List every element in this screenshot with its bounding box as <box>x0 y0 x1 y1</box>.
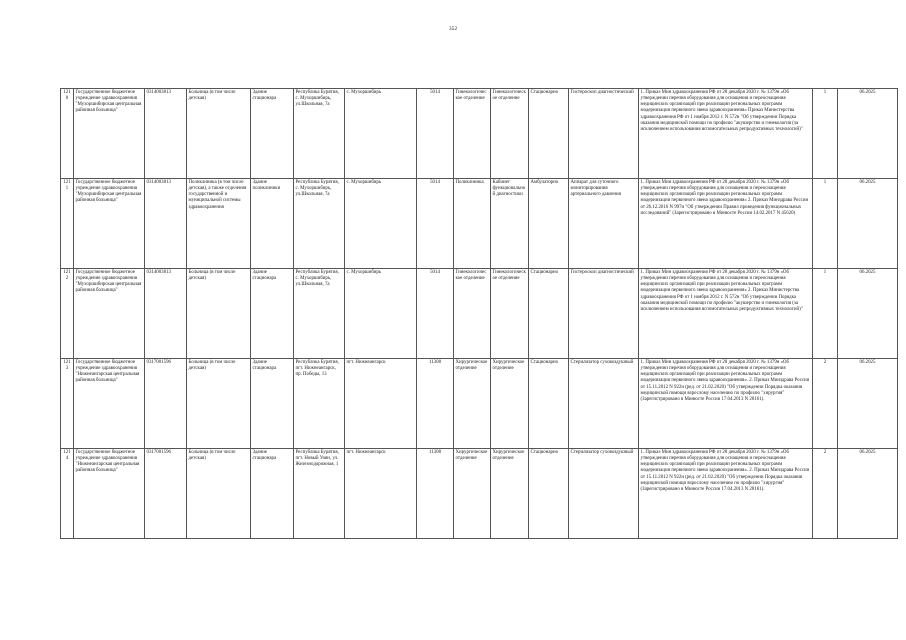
cell-building: Здание стационара <box>251 89 294 179</box>
cell-department: Поликлиника <box>454 179 491 269</box>
cell-row-number: 1212 <box>61 269 74 359</box>
table-row <box>61 449 898 539</box>
cell-locality: с. Мухоршибирь <box>345 89 417 179</box>
cell-facility-type: Больница (в том числе детская) <box>187 449 251 539</box>
cell-postal-code: 11308 <box>417 449 454 539</box>
cell-equipment: Стерилизатор суховоздушный <box>569 449 639 539</box>
cell-address: Республика Бурятия, с. Мухоршибирь, ул.Школьная, 7а <box>294 179 345 269</box>
cell-organization: Государственное бюджетное учреждение здравоохранения "Нижнеангарская центральная районная больница" <box>74 359 145 449</box>
cell-facility-type: Больница (в том числе детская) <box>187 269 251 359</box>
cell-date: 06.2025 <box>838 179 898 269</box>
cell-address: Республика Бурятия, пгт. Нижнеангарск, пр. Победы, 13 <box>294 359 345 449</box>
cell-postal-code: 5014 <box>417 179 454 269</box>
table-row <box>61 359 898 449</box>
cell-quantity: 1 <box>813 179 838 269</box>
cell-department: Хирургическое отделение <box>454 359 491 449</box>
cell-postal-code: 5014 <box>417 269 454 359</box>
cell-building: Здание стационара <box>251 449 294 539</box>
cell-equipment: Гистероскоп диагностический <box>569 89 639 179</box>
cell-address: Республика Бурятия, с. Мухоршибирь, ул.Школьная, 7а <box>294 269 345 359</box>
cell-department: Хирургическое отделение <box>454 449 491 539</box>
cell-address: Республика Бурятия, с. Мухоршибирь, ул.Школьная, 7а <box>294 89 345 179</box>
cell-organization: Государственное бюджетное учреждение здравоохранения "Мухоршибирская центральная районная больница" <box>74 269 145 359</box>
table-row <box>61 179 898 269</box>
cell-care-form: Стационарно <box>529 269 569 359</box>
cell-facility-type: Больница (в том числе детская) <box>187 359 251 449</box>
cell-row-number: 1213 <box>61 359 74 449</box>
cell-cabinet: Гинекологическое отделение <box>491 89 529 179</box>
cell-organization: Государственное бюджетное учреждение здравоохранения "Нижнеангарская центральная районная больница" <box>74 449 145 539</box>
cell-building: Здание поликлиники <box>251 179 294 269</box>
page-number: 352 <box>448 26 458 32</box>
cell-equipment: Аппарат для суточного мониторирования артериального давления <box>569 179 639 269</box>
cell-equipment: Гистероскоп диагностический <box>569 269 639 359</box>
cell-care-form: Амбулаторно <box>529 179 569 269</box>
cell-care-form: Стационарно <box>529 359 569 449</box>
cell-cabinet: Кабинет функциональной диагностики <box>491 179 529 269</box>
cell-organization: Государственное бюджетное учреждение здравоохранения "Мухоршибирская центральная районная больница" <box>74 179 145 269</box>
cell-locality: с. Мухоршибирь <box>345 179 417 269</box>
cell-quantity: 1 <box>813 269 838 359</box>
cell-locality: пгт. Нижнеангарск <box>345 359 417 449</box>
cell-legal-basis: 1. Приказ Мин здравоохранения РФ от 28 декабря 2020 г. № 1379н «Об утверждении перечня оборудования для оснащения и переоснащения медицинских организаций при реализации региональных программ модернизации первичного звена здравоохранения». 2. Приказ Минздрава России от 15.11.2012 N 922н (ред. от 21.02.2020) "Об утверждении Порядка оказания медицинской помощи взрослому населению по профилю "хирургия" (Зарегистрировано в Минюсте России 17.04.2013 N 28161). <box>639 359 813 449</box>
table-row <box>61 269 898 359</box>
cell-equipment: Стерилизатор суховоздушный <box>569 359 639 449</box>
cell-locality: пгт. Нижнеангарск <box>345 449 417 539</box>
cell-organization: Государственное бюджетное учреждение здравоохранения "Мухоршибирская центральная районная больница" <box>74 89 145 179</box>
cell-cabinet: Хирургическое отделение <box>491 359 529 449</box>
cell-legal-basis: 1. Приказ Мин здравоохранения РФ от 28 декабря 2020 г. № 1379н «Об утверждении перечня оборудования для оснащения и переоснащения медицинских организаций при реализации региональных программ модернизации первичного звена здравоохранения» 2. Приказ Министерства здравоохранения РФ от 1 ноября 2012 г. N 572н "Об утверждении Порядка оказания медицинской помощи по профилю "акушерство и гинекология (за исключением использования вспомогательных репродуктивных технологий)" <box>639 269 813 359</box>
cell-locality: с. Мухоршибирь <box>345 269 417 359</box>
cell-care-form: Стационарно <box>529 449 569 539</box>
cell-org-code: 0314003813 <box>145 179 187 269</box>
cell-legal-basis: 1. Приказ Мин здравоохранения РФ от 28 декабря 2020 г. № 1379н «Об утверждении перечня оборудования для оснащения и переоснащения медицинских организаций при реализации региональных программ модернизации первичного звена здравоохранения». 2. Приказ Минздрава России от 15.11.2012 N 922н (ред. от 21.02.2020) "Об утверждении Порядка оказания медицинской помощи взрослому населению по профилю "хирургия" (Зарегистрировано в Минюсте России 17.04.2013 N 28161). <box>639 449 813 539</box>
cell-quantity: 2 <box>813 359 838 449</box>
cell-row-number: 1210 <box>61 89 74 179</box>
cell-building: Здание стационара <box>251 359 294 449</box>
cell-date: 06.2025 <box>838 89 898 179</box>
cell-legal-basis: 1. Приказ Мин здравоохранения РФ от 28 декабря 2020 г. № 1379н «Об утверждении перечня оборудования для оснащения и переоснащения медицинских организаций при реализации региональных программ модернизации первичного звена здравоохранения» 2. Приказ Минздрава России от 26.12.2016 N 997н "Об утверждении Правил проведения функциональных исследований" (Зарегистрировано в Минюсте России 14.02.2017 N 45620) <box>639 179 813 269</box>
cell-department: Гинекологическое отделение <box>454 89 491 179</box>
cell-org-code: 0317001596 <box>145 449 187 539</box>
cell-date: 06.2025 <box>838 449 898 539</box>
cell-org-code: 0314003813 <box>145 269 187 359</box>
cell-facility-type: Поликлиника (в том числе детская), а также отделения государственной и муниципальной системы здравоохранения <box>187 179 251 269</box>
cell-address: Республика Бурятия, пгт. Новый Уоян, ул. Железнодорожная, 1 <box>294 449 345 539</box>
cell-org-code: 0317001596 <box>145 359 187 449</box>
cell-cabinet: Хирургическое отделение <box>491 449 529 539</box>
cell-quantity: 1 <box>813 89 838 179</box>
cell-facility-type: Больница (в том числе детская) <box>187 89 251 179</box>
cell-postal-code: 5014 <box>417 89 454 179</box>
cell-row-number: 1211 <box>61 179 74 269</box>
cell-quantity: 2 <box>813 449 838 539</box>
cell-legal-basis: 1. Приказ Мин здравоохранения РФ от 28 декабря 2020 г. № 1379н «Об утверждении перечня оборудования для оснащения и переоснащения медицинских организаций при реализации региональных программ модернизации первичного звена здравоохранения» Приказ Министерства здравоохранения РФ от 1 ноября 2012 г. N 572н "Об утверждении Порядка оказания медицинской помощи по профилю "акушерство и гинекология (за исключением использования вспомогательных репродуктивных технологий)" <box>639 89 813 179</box>
cell-date: 06.2025 <box>838 359 898 449</box>
cell-building: Здание стационара <box>251 269 294 359</box>
cell-care-form: Стационарно <box>529 89 569 179</box>
cell-postal-code: 11308 <box>417 359 454 449</box>
cell-row-number: 1214 <box>61 449 74 539</box>
cell-cabinet: Гинекологическое отделение <box>491 269 529 359</box>
cell-department: Гинекологическое отделение <box>454 269 491 359</box>
table-row <box>61 89 898 179</box>
cell-org-code: 0314003813 <box>145 89 187 179</box>
cell-date: 06.2025 <box>838 269 898 359</box>
equipment-table <box>60 88 898 539</box>
